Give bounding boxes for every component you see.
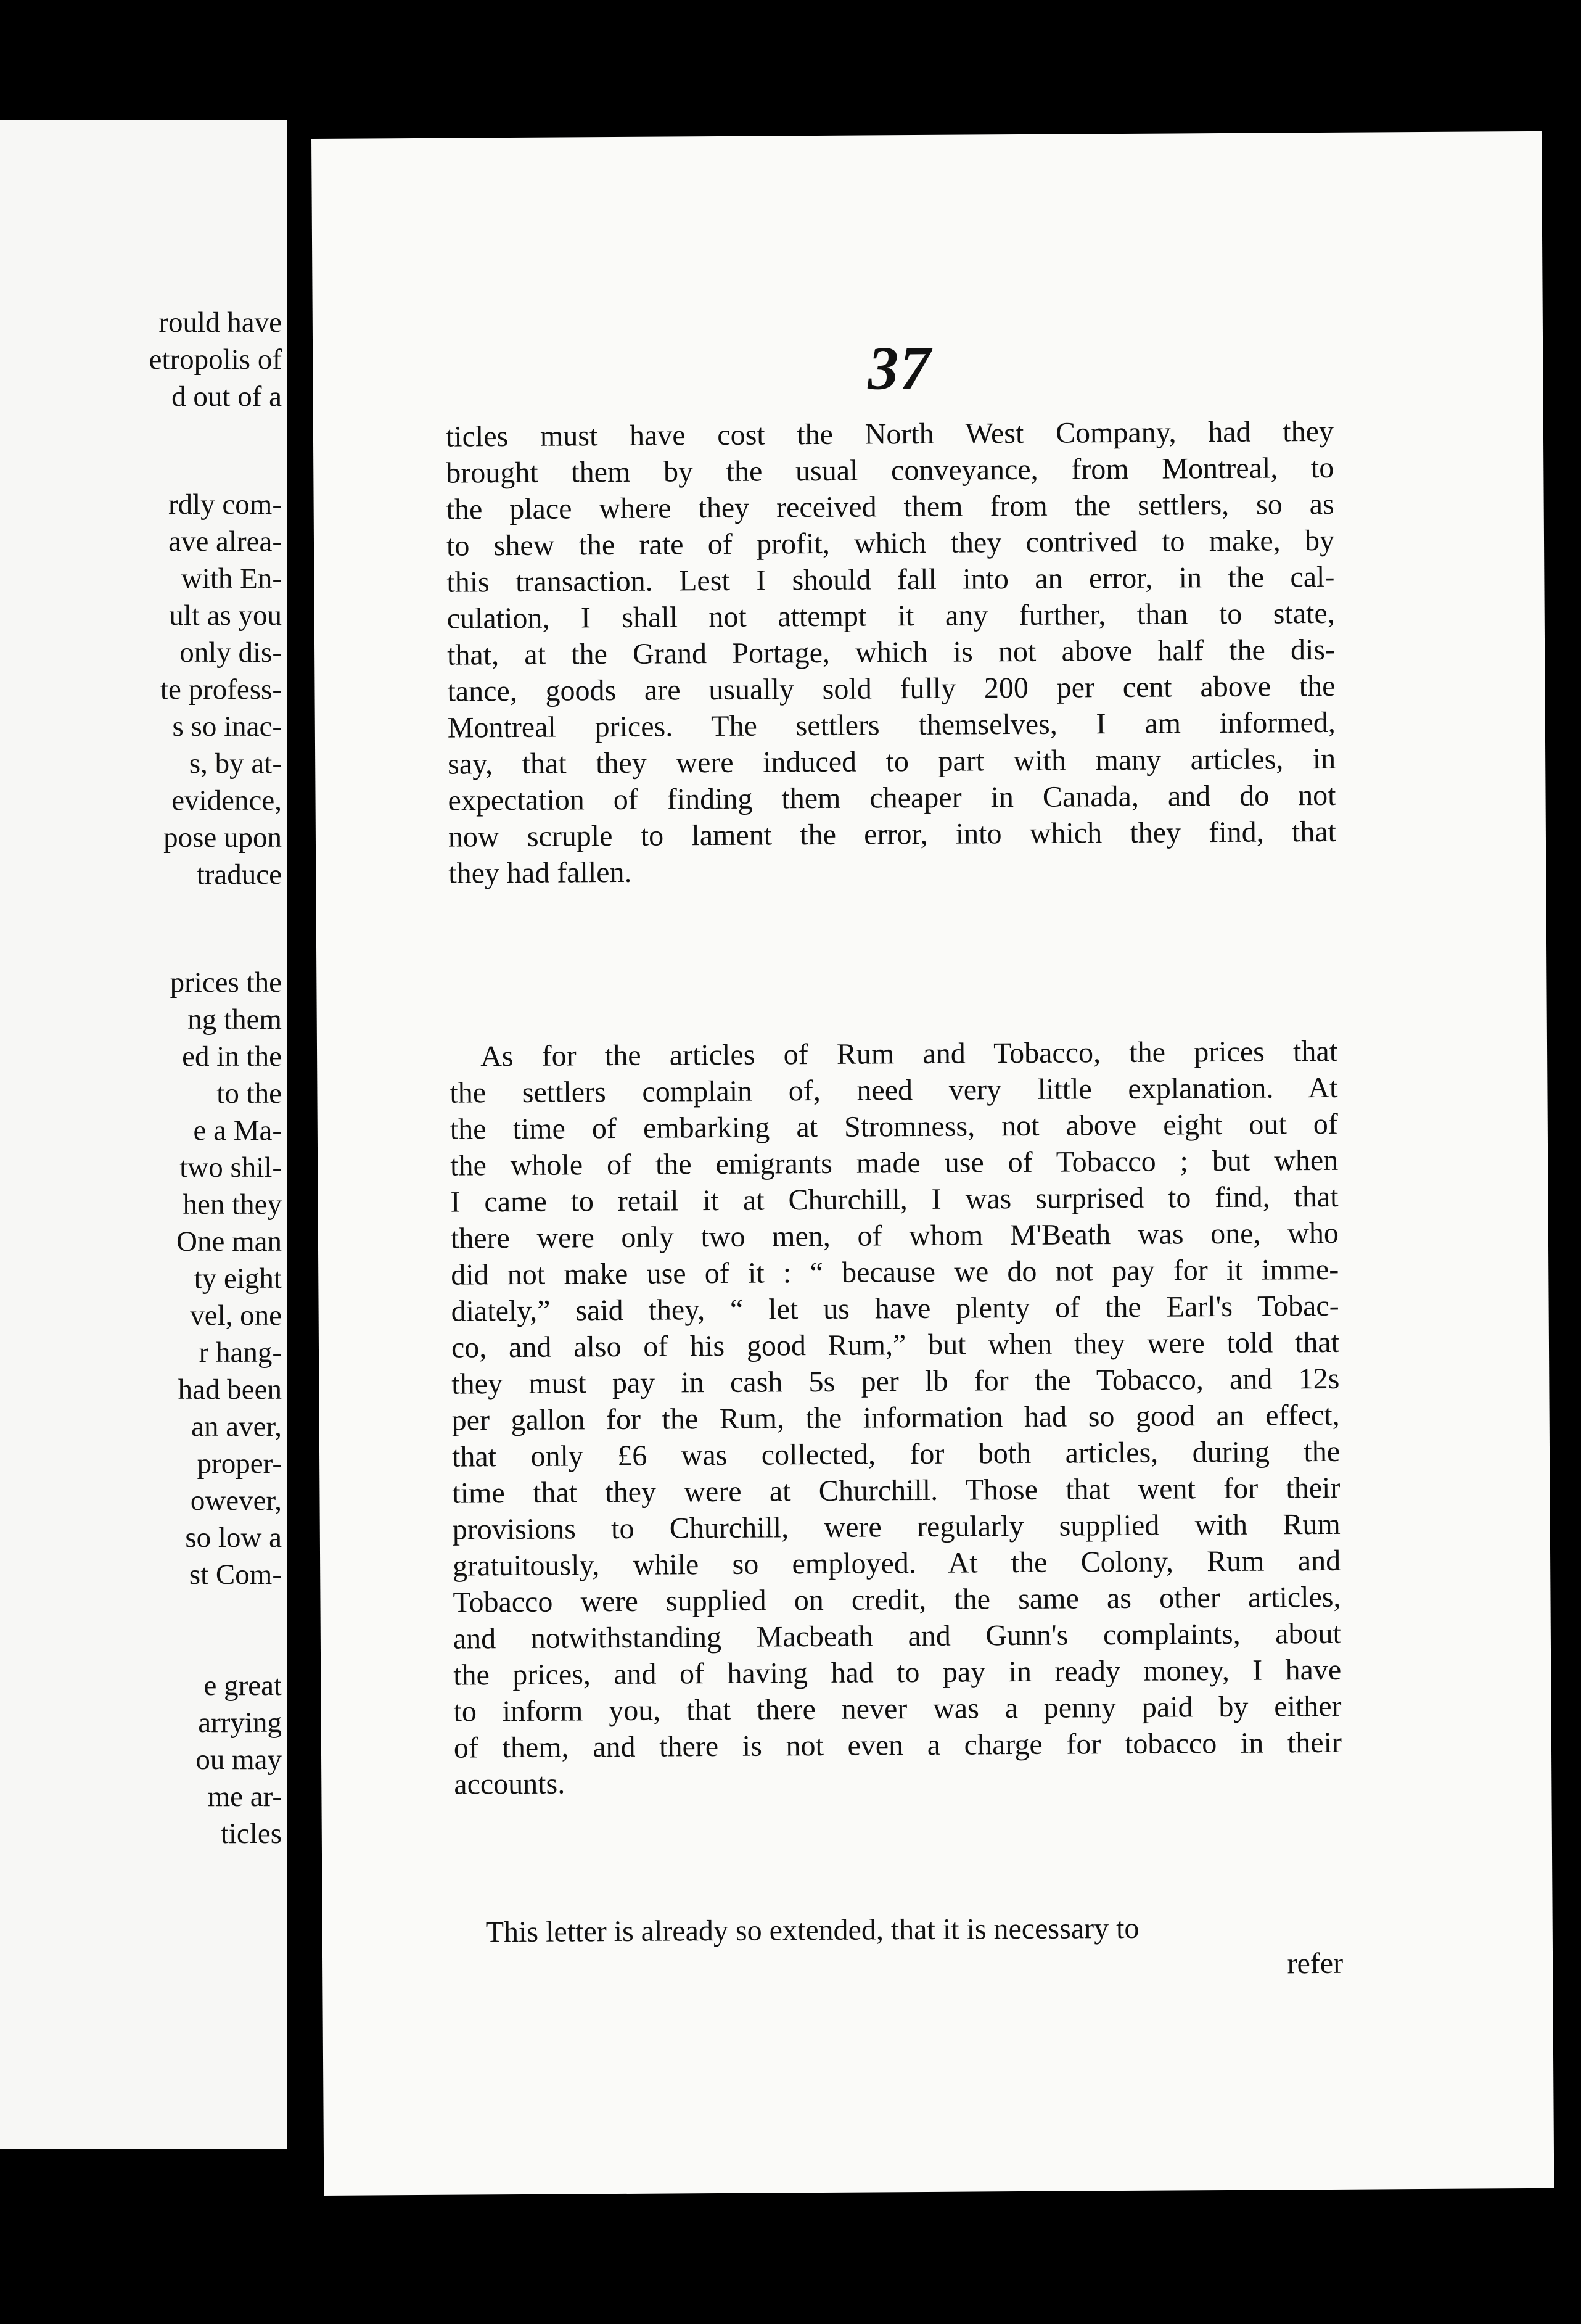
text-line: the whole of the emigrants made use of Tobacco ; but when	[450, 1143, 1339, 1182]
left-page-fragment: an aver,	[191, 1411, 282, 1443]
text-line: time that they were at Churchill. Those that went for their	[452, 1471, 1341, 1510]
page-number: 37	[867, 333, 932, 403]
text-line: the place where they received them from the settlers, so as	[446, 487, 1334, 526]
text-line: expectation of finding them cheaper in Canada, and do not	[448, 778, 1336, 817]
left-page-fragment: ed in the	[182, 1040, 282, 1073]
text-line: now scruple to lament the error, into which they find, that	[448, 815, 1337, 854]
text-line: gratuitously, while so employed. At the Colony, Rum and	[452, 1544, 1341, 1583]
text-line: did not make use of it : “ because we do not pay for it imme-	[451, 1253, 1339, 1292]
left-page-fragment: ou may	[195, 1744, 282, 1776]
book-gutter	[287, 111, 311, 2159]
paragraph-1	[446, 413, 1337, 892]
left-page-fragment: pose upon	[163, 822, 282, 854]
text-line: provisions to Churchill, were regularly supplied with Rum	[452, 1507, 1341, 1546]
text-line: accounts.	[454, 1767, 565, 1801]
left-page-fragment: rdly com-	[168, 488, 282, 521]
left-page-fragment: d out of a	[171, 381, 282, 413]
left-page-fragment: to the	[216, 1078, 282, 1110]
text-line: the time of embarking at Stromness, not above eight out of	[450, 1107, 1338, 1146]
text-line: diately,” said they, “ let us have plenty of the Earl's Tobac-	[451, 1289, 1339, 1328]
left-page-fragment: st Com-	[189, 1559, 282, 1591]
left-page-fragment: e great	[203, 1670, 282, 1702]
text-line: the settlers complain of, need very little explanation. At	[450, 1071, 1338, 1110]
text-line: they had fallen.	[448, 855, 632, 890]
text-line: co, and also of his good Rum,” but when they were told that	[451, 1325, 1340, 1364]
left-page-fragment: so low a	[185, 1522, 282, 1554]
left-page-fragment: ty eight	[194, 1263, 282, 1295]
text-line: per gallon for the Rum, the information had so good an effect,	[451, 1398, 1340, 1437]
paragraph-3	[455, 1909, 1343, 1951]
left-page-fragment: rould have	[158, 307, 282, 339]
left-page-fragment: proper-	[197, 1448, 282, 1480]
left-page-fragment: ticles	[220, 1818, 282, 1850]
left-page-fragment: ult as you	[169, 600, 282, 632]
left-page-fragment: owever,	[190, 1485, 282, 1517]
left-page-fragment: s so inac-	[172, 711, 282, 743]
left-page-fragment: prices the	[170, 966, 282, 999]
text-line: culation, I shall not attempt it any further, than to state,	[446, 596, 1335, 635]
left-page-fragment: ng them	[187, 1003, 282, 1036]
left-page-fragment: etropolis of	[149, 344, 282, 376]
text-line: they must pay in cash 5s per lb for the Tobacco, and 12s	[451, 1362, 1340, 1401]
text-line: brought them by the usual conveyance, from Montreal, to	[446, 451, 1334, 490]
text-line: This letter is already so extended, that it is necessary to	[485, 1911, 1140, 1949]
text-line: that only £6 was collected, for both articles, during the	[451, 1435, 1341, 1473]
text-line: ticles must have cost the North West Company, had they	[445, 414, 1334, 453]
catchword: refer	[1287, 1947, 1344, 1980]
left-page-fragment: with En-	[181, 562, 282, 595]
left-page-fragment: me ar-	[207, 1781, 282, 1813]
left-page-fragment: te profess-	[160, 674, 282, 706]
catchword-block	[455, 1945, 1343, 1987]
paragraph-2	[450, 1033, 1342, 1803]
left-page-fragment: vel, one	[190, 1300, 282, 1332]
text-line: to shew the rate of profit, which they contrived to make, by	[446, 524, 1335, 562]
left-page-fragment: ave alrea-	[168, 525, 282, 558]
text-line: of them, and there is not even a charge for tobacco in their	[453, 1726, 1342, 1765]
text-line: Tobacco were supplied on credit, the same as other articles,	[453, 1580, 1341, 1619]
text-line: As for the articles of Rum and Tobacco, the prices that	[480, 1034, 1338, 1073]
right-page	[311, 131, 1554, 2196]
text-line: and notwithstanding Macbeath and Gunn's complaints, about	[453, 1617, 1341, 1655]
text-line: this transaction. Lest I should fall into an error, in the cal-	[446, 560, 1335, 599]
left-page-fragment: e a Ma-	[193, 1115, 282, 1147]
left-page	[0, 120, 287, 2149]
left-page-fragment: had been	[178, 1374, 282, 1406]
text-line: to inform you, that there never was a penny paid by either	[453, 1689, 1342, 1728]
left-page-fragment: hen they	[183, 1189, 282, 1221]
left-page-fragment: s, by at-	[189, 748, 282, 780]
left-page-fragment: One man	[176, 1226, 282, 1258]
left-page-fragment: traduce	[196, 859, 282, 891]
left-page-fragment: two shil-	[179, 1152, 282, 1184]
left-page-fragment: evidence,	[171, 785, 282, 817]
left-page-fragment: arrying	[198, 1707, 282, 1739]
text-line: tance, goods are usually sold fully 200 per cent above the	[447, 669, 1336, 708]
left-page-fragment: r hang-	[199, 1337, 282, 1369]
text-line: there were only two men, of whom M'Beath was one, who	[450, 1216, 1339, 1255]
text-line: the prices, and of having had to pay in ready money, I have	[453, 1653, 1342, 1692]
left-page-fragment: only dis-	[179, 637, 282, 669]
text-line: that, at the Grand Portage, which is not above half the dis-	[446, 633, 1336, 672]
text-line: I came to retail it at Churchill, I was surprised to find, that	[450, 1180, 1339, 1219]
text-line: Montreal prices. The settlers themselves, I am informed,	[447, 706, 1336, 744]
text-line: say, that they were induced to part with many articles, in	[448, 742, 1336, 781]
